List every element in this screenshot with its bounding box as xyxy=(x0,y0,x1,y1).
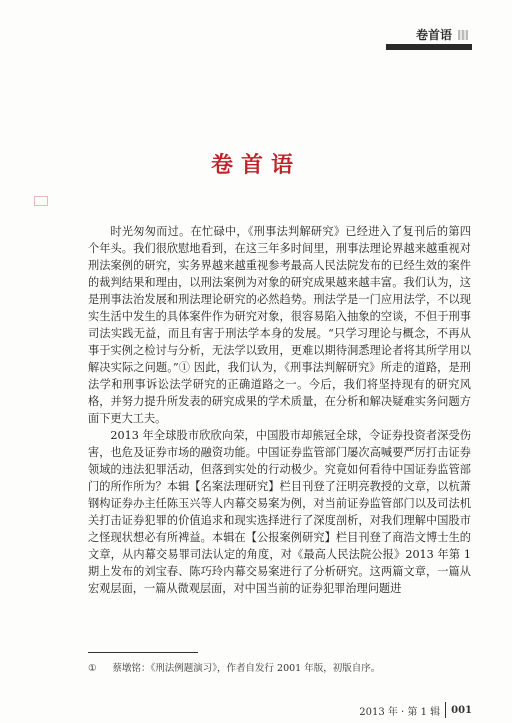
running-head-label: 卷首语 xyxy=(415,28,452,42)
running-head xyxy=(416,26,468,43)
running-head-rule xyxy=(386,44,472,50)
page-title: 卷首语 xyxy=(210,152,301,178)
page-folio xyxy=(359,702,472,718)
running-head-marker xyxy=(458,30,468,40)
folio-divider xyxy=(445,702,446,718)
article-body xyxy=(88,223,471,597)
footnote-rule xyxy=(88,652,198,653)
footnote xyxy=(88,660,471,674)
library-seal-icon xyxy=(34,196,48,206)
paragraph: 时光匆匆而过。在忙碌中，《刑事法判解研究》已经进入了复刊后的第四个年头。我们很欣慰地看到，在这三年多时间里，刑事法理论界越来越重视对刑法案例的研究，实务界越来越重视参考最高人民法院发布的已经生效的案件的裁判结果和理由，以刑法案例为对象的研究成果越来越丰富。我们认为，这是刑事法治发展和刑法理论研究的必然趋势。刑法学是一门应用法学，不以现实生活中发生的具体案件作为研究对象，很容易陷入抽象的空谈，不但于刑事司法实践无益，而且有害于刑法学本身的发展。“只学习理论与概念，不再从事于实例之检讨与分析，无法学以致用，更难以期待洞悉理论者将其所学用以解决实际之问题。”① 因此，我们认为，《刑事法判解研究》所走的道路，是刑法学和刑事诉讼法学研究的正确道路之一。今后，我们将坚持现有的研究风格，并努力提升所发表的研究成果的学术质量，在分析和解决疑难实务问题方面下更大工夫。 xyxy=(88,225,471,425)
footnote-mark: ① xyxy=(88,663,97,674)
library-watermark xyxy=(34,196,96,222)
page-number: 001 xyxy=(451,704,472,716)
footnote-text: 蔡墩铭：《刑法例题演习》，作者自发行 2001 年版，初版自序。 xyxy=(112,663,381,674)
paragraph: 2013 年全球股市欣欣向荣，中国股市却熊冠全球，令证券投资者深受伤害，也危及证券市场的融资功能。中国证券监管部门屡次高喊要严厉打击证券领域的违法犯罪活动，但落到实处的行动极少。究竟如何看待中国证券监管部门的所作所为？本辑【名案法理研究】栏目刊登了汪明亮教授的文章，以杭萧钢构证券办主任陈玉兴等人内幕交易案为例，对当前证券监管部门以及司法机关打击证券犯罪的价值追求和现实选择进行了深度剖析，对我们理解中国股市之怪现状想必有所裨益。本辑在【公报案例研究】栏目刊登了商浩文博士生的文章，从内幕交易罪司法认定的角度，对《最高人民法院公报》2013 年第 1 期上发布的刘宝春、陈巧玲内幕交易案进行了分析研究。这两篇文章，一篇从宏观层面，一篇从微观层面，对中国当前的证券犯罪治理问题进 xyxy=(88,429,471,595)
issue-label: 2013 年 · 第 1 辑 xyxy=(359,706,441,718)
